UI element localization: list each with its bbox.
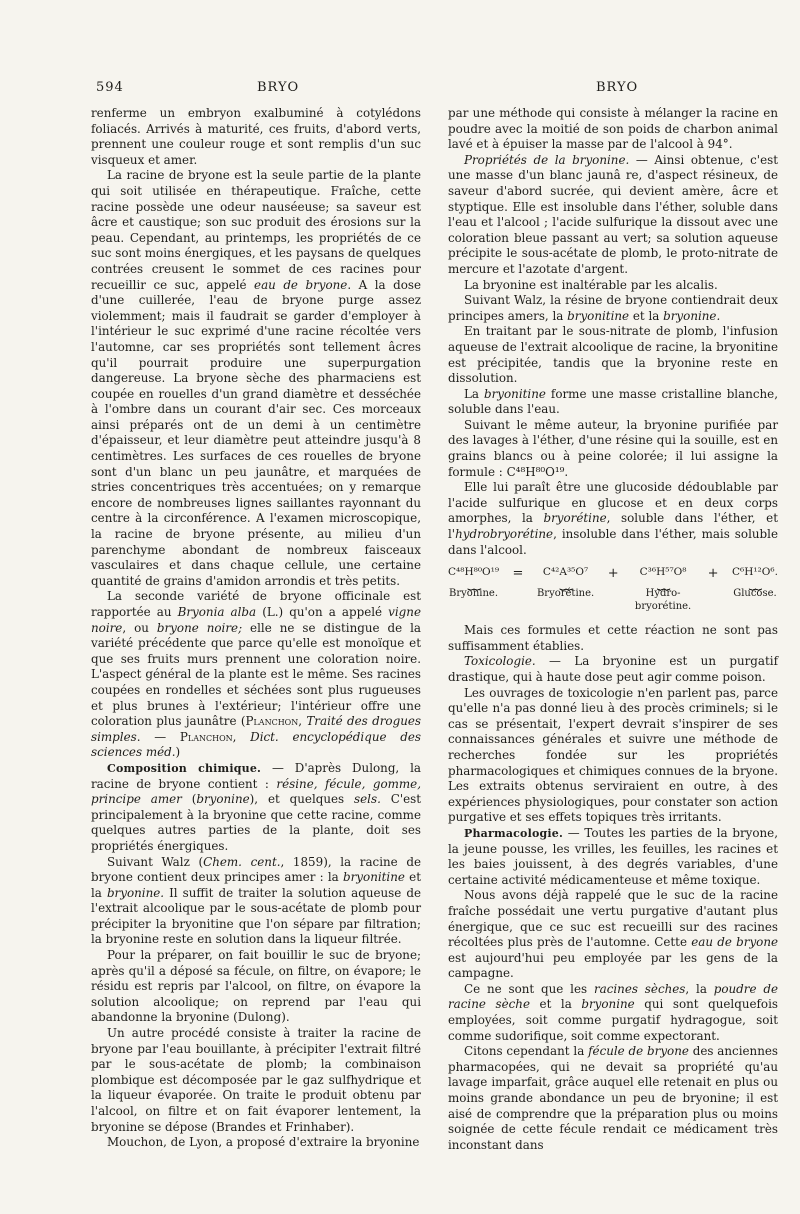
paragraph: Pour la préparer, on fait bouillir le suc de bryone; après qu'il a déposé sa fécule, on filtre, on évapore; le résidu est repris par l'alcool, on filtre, on évapore la solution alcoolique; on reprend par l'eau qui abandonne la bryonine (Dulong). <box>91 948 421 1025</box>
paragraph: par une méthode qui consiste à mélanger la racine en poudre avec la moitié de son poids de charbon animal lavé et à épuiser la masse par de l'alcool à 94°. <box>448 106 778 152</box>
paragraph: Ce ne sont que les racines sèches, la poudre de racine sèche et la bryonine qui sont quelquefois employées, soit comme purgatif hydragogue, soit comme sudorifique, soit comme expectorant. <box>448 981 778 1043</box>
paragraph: Pharmacologie. — Toutes les parties de la bryone, la jeune pousse, les vrilles, les feuilles, les racines et les baies jouissent, à des degrés variables, d'une certaine activité médicamenteuse et même toxique. <box>448 825 778 887</box>
section-heading: Propriétés de la bryonine. <box>464 152 630 167</box>
paragraph: Citons cependant la fécule de bryone des anciennes pharmacopées, qui ne devait sa propriété qu'au lavage imparfait, grâce auquel elle retenait en plus ou moins grande abondance un peu de bryonine; il est aisé de comprendre que la préparation plus ou moins soignée de cette fécule rendait ce médicament très inconstant dans <box>448 1044 778 1152</box>
plus-sign: + <box>607 566 619 582</box>
running-head-left: BRYO <box>257 80 300 95</box>
underbrace-icon: ⏟⏟ <box>656 576 670 591</box>
paragraph: Elle lui paraît être une glucoside dédoublable par l'acide sulfurique en glucose et en deux corps amorphes, la bryorétine, soluble dans l'éther, et l'hydrobryorétine, insoluble dans l'éther, mais soluble dans l'alcool. <box>448 480 778 557</box>
paragraph: Propriétés de la bryonine. — Ainsi obtenue, c'est une masse d'un blanc jaunâ re, d'aspect résineux, de saveur d'abord sucrée, qui devient amère, âcre et styptique. Elle est insoluble dans l'éther, soluble dans l'eau et l'alcool ; l'acide sulfurique la dissout avec une coloration bleue passant au vert; sa solution aqueuse précipite le sous-acétate de plomb, le proto-nitrate de mercure et l'azotate d'argent. <box>448 152 778 276</box>
section-heading: Composition chimique. <box>107 761 262 775</box>
paragraph: Composition chimique. — D'après Dulong, la racine de bryone contient : résine, fécule, gomme, principe amer (bryonine), et quelques sels. C'est principalement à la bryonine que cette racine, comme quelques autres parties de la plante, doit ses propriétés énergiques. <box>91 760 422 853</box>
paragraph: La bryonitine forme une masse cristalline blanche, soluble dans l'eau. <box>448 386 778 417</box>
formula-term: C⁶H¹²O⁶. ⏟⏟ Glucose. <box>731 566 778 600</box>
formula-term: C⁴²A³⁵O⁷ ⏟⏟ Bryorétine. <box>536 566 595 600</box>
formula-term: C³⁶H⁵⁷O⁸ ⏟⏟ Hydro-bryorétine. <box>634 566 692 613</box>
underbrace-icon: ⏟⏟ <box>559 576 572 591</box>
plus-sign: + <box>707 566 719 582</box>
paragraph: En traitant par le sous-nitrate de plomb, l'infusion aqueuse de l'extrait alcoolique de racine, la bryonitine est précipitée, tandis que la bryonine reste en dissolution. <box>448 324 778 386</box>
running-head-right: BRYO <box>596 80 639 95</box>
paragraph: Mais ces formules et cette réaction ne sont pas suffisamment établies. <box>448 623 778 653</box>
formula-term: C⁴⁸H⁸⁰O¹⁹ ⏟⏟ Bryonine. <box>448 566 500 600</box>
right-column <box>448 106 778 1153</box>
paragraph: Toxicologie. — La bryonine est un purgatif drastique, qui à haute dose peut agir comme poison. <box>448 654 778 684</box>
paragraph: La bryonine est inaltérable par les alcalis. <box>464 277 718 292</box>
chemical-equation <box>448 566 778 613</box>
paragraph: Un autre procédé consiste à traiter la racine de bryone par l'eau bouillante, à précipiter l'extrait filtré par le sous-acétate de plomb; la combinaison plombique est décomposée par le gaz sulfhydrique et la liqueur évaporée. On traite le produit obtenu par l'alcool, on filtre et on fait évaporer lentement, la bryonine se dépose (Brandes et Frinhaber). <box>91 1026 421 1134</box>
paragraph: La seconde variété de bryone officinale est rapportée au Bryonia alba (L.) qu'on a appelé vigne noire, ou bryone noire; elle ne se distingue de la variété précédente que parce qu'elle est monoïque et que ses fruits murs prennent une coloration noire. L'aspect général de la plante est le même. Ses racines coupées en rondelles et séchées sont plus rugueuses et plus brunes à l'extérieur; l'intérieur offre une coloration plus jaunâtre (Planchon, Traité des drogues simples. — Planchon, Dict. encyclopédique des sciences méd.) <box>91 589 422 760</box>
left-column <box>91 106 421 1151</box>
underbrace-icon: ⏟⏟ <box>748 576 762 591</box>
paragraph: Mouchon, de Lyon, a proposé d'extraire la bryonine <box>107 1135 420 1150</box>
paragraph: Suivant Walz (Chem. cent., 1859), la racine de bryone contient deux principes amer : la bryonitine et la bryonine. Il suffit de traiter la solution aqueuse de l'extrait alcoolique par le sous-acétate de plomb pour précipiter la bryonitine que l'on sépare par filtration; la bryonine reste en solution dans la liqueur filtrée. <box>91 854 421 947</box>
paragraph: Nous avons déjà rappelé que le suc de la racine fraîche possédait une vertu purgative d'autant plus énergique, que ce suc est recueilli sur des racines récoltées plus près de l'automne. Cette eau de bryone est aujourd'hui peu employée par les gens de la campagne. <box>448 888 779 981</box>
paragraph: Suivant le même auteur, la bryonine purifiée par des lavages à l'éther, d'une résine qui la souille, est en grains blancs ou à peine colorée; il lui assigne la formule : C⁴⁸H⁸⁰O¹⁹. <box>448 417 778 479</box>
section-heading: Toxicologie. <box>464 654 536 669</box>
paragraph: La racine de bryone est la seule partie de la plante qui soit utilisée en thérapeutique. Fraîche, cette racine possède une odeur nauséeuse; sa saveur est âcre et caustique; son suc produit des érosions sur la peau. Cependant, au printemps, les propriétés de ce suc sont moins énergiques, et les paysans de quelques contrées creusent le sommet de ces racines pour recueillir ce suc, appelé eau de bryone. A la dose d'une cuillerée, l'eau de bryone purge assez violemment; mais il faudrait se garder d'employer à l'intérieur le suc exprimé d'une racine récoltée vers l'automne, car ses propriétés sont tellement âcres qu'il pourrait produire une superpurgation dangereuse. La bryone sèche des pharmaciens est coupée en rouelles d'un grand diamètre et desséchée à l'ombre dans un courant d'air sec. Ces morceaux ainsi préparés ont de un demi à un centimètre d'épaisseur, et leur diamètre peut atteindre jusqu'à 8 centimètres. Les surfaces de ces rouelles de bryone sont d'un blanc un peu jaunâtre, et marquées de stries concentriques très accentuées; on y remarque encore de nombreuses lignes saillantes rayonnant du centre à la circonférence. A l'examen microscopique, la racine de bryone présente, au milieu d'un parenchyme abondant de nombreux faisceaux vasculaires et dans chaque cellule, une certaine quantité de grains d'amidon arrondis et très petits. <box>91 168 421 588</box>
paragraph: Les ouvrages de toxicologie n'en parlent pas, parce qu'elle n'a pas donné lieu à des procès criminels; si le cas se présentait, l'expert devrait s'inspirer de ses connaissances générales et suivre une méthode de recherches fondée sur les propriétés pharmacologiques et chimiques connues de la bryone. Les extraits obtenus serviraient en outre, à des expériences physiologiques, pour constater son action purgative et ses effets topiques très irritants. <box>448 685 778 825</box>
paragraph: Suivant Walz, la résine de bryone contiendrait deux principes amers, la bryonitine et la bryonine. <box>448 293 778 323</box>
underbrace-icon: ⏟⏟ <box>467 576 480 591</box>
paragraph: renferme un embryon exalbuminé à cotylédons foliacés. Arrivés à maturité, ces fruits, d'abord verts, prennent une couleur rouge et sont remplis d'un suc visqueux et amer. <box>91 106 421 167</box>
equals-sign: = <box>512 566 524 582</box>
section-heading: Pharmacologie. <box>464 826 564 840</box>
page-number: 594 <box>96 80 124 95</box>
